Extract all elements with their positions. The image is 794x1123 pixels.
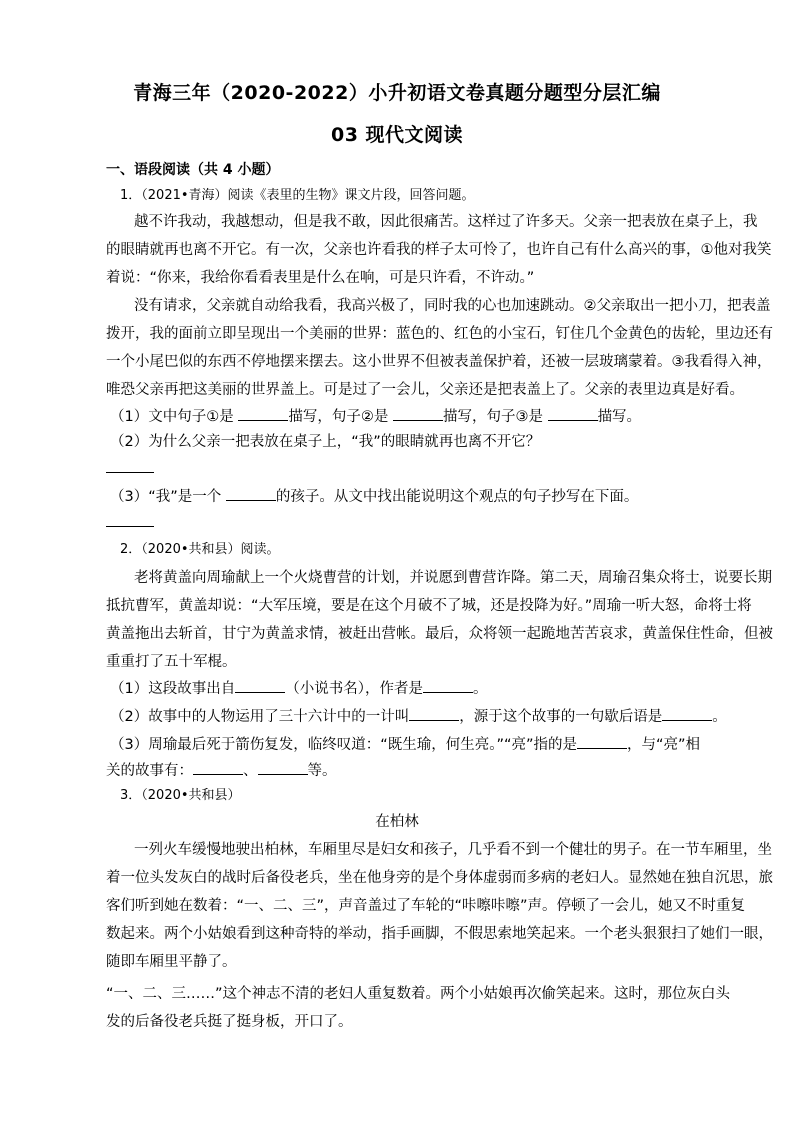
answer-blank[interactable] <box>193 760 243 775</box>
answer-blank[interactable] <box>238 406 288 421</box>
q1-header: 1．（2021•青海）阅读《表里的生物》课文片段，回答问题。 <box>120 188 475 203</box>
q2-sub3-text: 等。 <box>307 763 337 779</box>
q1-paragraph1-line: 越不许我动，我越想动，但是我不敢，因此很痛苦。这样过了许多天。父亲一把表放在桌子上，我 <box>134 214 758 230</box>
q1-sub3-text: 的孩子。从文中找出能说明这个观点的句子抄写在下面。 <box>275 489 639 505</box>
q1-sub1-text: 描写，句子②是 <box>288 409 393 425</box>
q2-sub1-text: （小说书名），作者是 <box>285 681 423 697</box>
answer-blank[interactable] <box>423 678 473 693</box>
document-title: 青海三年（2020-2022）小升初语文卷真题分题型分层汇编 <box>133 82 661 104</box>
q2-sub3-text: （3）周瑜最后死于箭伤复发，临终叹道：“既生瑜，何生亮。”“亮”指的是 <box>110 737 578 753</box>
section-heading: 一、语段阅读（共 4 小题） <box>106 162 280 178</box>
q1-sub3-text: （3）“我”是一个 <box>110 489 226 505</box>
q3-paragraph1-line: 客们听到她在数着：“一、二、三”，声音盖过了车轮的“咔嚓咔嚓”声。停顿了一会儿，她又不时重复 <box>106 898 746 914</box>
q3-paragraph1-line: 数起来。两个小姑娘看到这种奇特的举动，指手画脚，不假思索地笑起来。一个老头狠狠扫了她们一眼， <box>106 926 773 942</box>
q2-header: 2．（2020•共和县）阅读。 <box>120 542 280 557</box>
q1-sub1-text: 描写。 <box>597 409 642 425</box>
q1-paragraph1-line: 着说：“你来，我给你看看表里是什么在响，可是只许看，不许动。” <box>106 270 535 286</box>
q3-header: 3．（2020•共和县） <box>120 788 241 803</box>
q1-paragraph2-line: 一个小尾巴似的东西不停地摆来摆去。这小世界不但被表盖保护着，还被一层玻璃蒙着。③我看得入神， <box>106 354 772 370</box>
q2-sub2 <box>110 706 727 727</box>
q2-paragraph-line: 抵抗曹军，黄盖却说：“大军压境，要是在这个月破不了城，还是投降为好。”周瑜一听大怒，命将士将 <box>106 598 752 614</box>
q2-paragraph-line: 老将黄盖向周瑜献上一个火烧曹营的计划，并说愿到曹营诈降。第二天，周瑜召集众将士，说要长期 <box>134 570 772 586</box>
q3-paragraph1-line: 一列火车缓慢地驶出柏林，车厢里尽是妇女和孩子，几乎看不到一个健壮的男子。在一节车厢里，坐 <box>134 842 772 858</box>
q1-paragraph2-line: 没有请求，父亲就自动给我看，我高兴极了，同时我的心也加速跳动。②父亲取出一把小刀，把表盖 <box>134 298 771 314</box>
q1-paragraph2-line: 唯恐父亲再把这美丽的世界盖上。可是过了一会儿，父亲还是把表盖上了。父亲的表里边真是好看。 <box>106 382 744 398</box>
q3-paragraph1-line: 随即车厢里平静了。 <box>106 954 237 970</box>
q3-paragraph2-line: 发的后备役老兵挺了挺身板，开口了。 <box>106 1014 353 1030</box>
q2-sub2-text: （2）故事中的人物运用了三十六计中的一计叫 <box>110 709 410 725</box>
q3-paragraph2-line: “一、二、三……”这个神志不清的老妇人重复数着。两个小姑娘再次偷笑起来。这时，那位灰白头 <box>106 986 731 1002</box>
q2-paragraph-line: 黄盖拖出去斩首，甘宁为黄盖求情，被赶出营帐。最后，众将领一起跪地苦苦哀求，黄盖保住性命，但被 <box>106 626 773 642</box>
answer-blank[interactable] <box>106 526 154 527</box>
answer-blank[interactable] <box>548 406 598 421</box>
q1-paragraph1-line: 的眼睛就再也离不开它。有一次，父亲也许看我的样子太可怜了，也许自己有什么高兴的事，①他对我笑 <box>106 242 772 258</box>
q1-paragraph2-line: 拨开，我的面前立即呈现出一个美丽的世界：蓝色的、红色的小宝石，钉住几个金黄色的齿轮，里边还有 <box>106 326 773 342</box>
q1-sub2: （2）为什么父亲一把表放在桌子上，“我”的眼睛就再也离不开它？ <box>110 434 541 450</box>
q2-sub1-text: （1）这段故事出自 <box>110 681 236 697</box>
answer-blank[interactable] <box>226 486 276 501</box>
answer-blank[interactable] <box>662 706 712 721</box>
answer-blank[interactable] <box>577 734 627 749</box>
q1-sub3 <box>110 486 638 507</box>
q2-sub1-text: 。 <box>472 681 488 697</box>
q2-sub3 <box>110 734 700 755</box>
answer-blank[interactable] <box>235 678 285 693</box>
q2-sub2-text: 。 <box>712 709 727 725</box>
answer-blank[interactable] <box>409 706 459 721</box>
story-title: 在柏林 <box>375 814 419 830</box>
answer-blank[interactable] <box>106 472 154 473</box>
q3-paragraph1-line: 着一位头发灰白的战时后备役老兵，坐在他身旁的是个身体虚弱而多病的老妇人。显然她在独自沉思，旅 <box>106 870 773 886</box>
q2-paragraph-line: 重重打了五十军棍。 <box>106 654 237 670</box>
q1-sub1 <box>110 406 641 427</box>
answer-blank[interactable] <box>258 760 308 775</box>
q2-sub3-text: ，与“亮”相 <box>627 737 701 753</box>
q1-sub1-text: 描写，句子③是 <box>442 409 548 425</box>
q2-sub3-text: 关的故事有： <box>106 763 193 779</box>
document-subtitle: 03 现代文阅读 <box>330 124 464 146</box>
q2-sub1 <box>110 678 487 699</box>
q2-sub3-text: 、 <box>243 763 258 779</box>
q2-sub2-text: ，源于这个故事的一句歇后语是 <box>459 709 663 725</box>
answer-blank[interactable] <box>393 406 443 421</box>
q2-sub3-continued <box>106 760 337 781</box>
q1-sub1-text: （1）文中句子①是 <box>110 409 239 425</box>
